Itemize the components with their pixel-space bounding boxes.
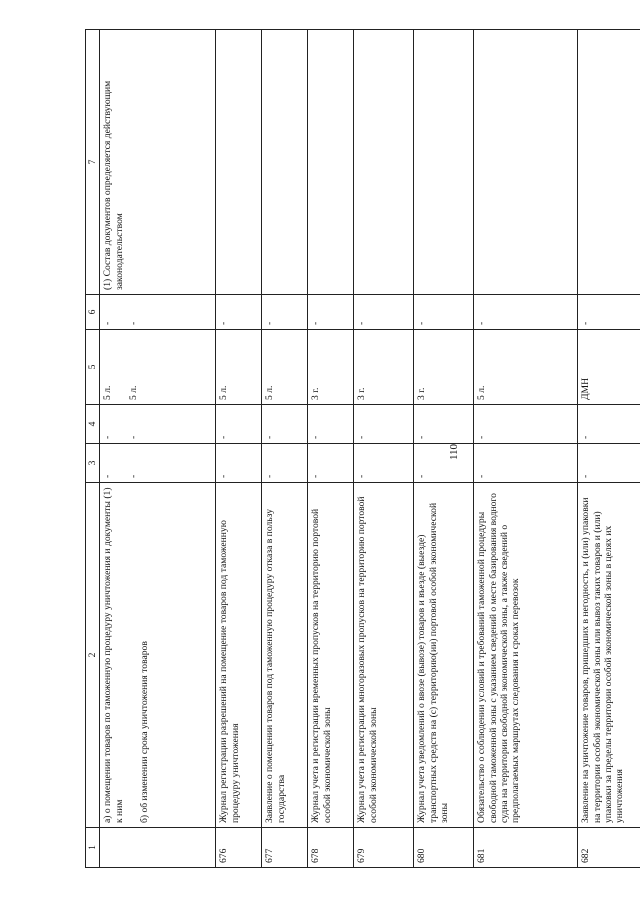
value-a: - (102, 435, 114, 439)
table-row (414, 30, 474, 868)
cell-col-4: - (216, 405, 262, 444)
cell-col-5: 3 г. (308, 330, 354, 405)
row-number: 680 (414, 828, 474, 868)
cell-col-6: - (308, 295, 354, 330)
cell-col-3: - (308, 444, 354, 483)
value-b: - (127, 474, 139, 478)
cell-col-4: - (474, 405, 578, 444)
header-col-4: 4 (86, 405, 100, 444)
cell-col-4 (100, 405, 216, 444)
header-col-1: 1 (86, 828, 100, 868)
cell-col-4: - (414, 405, 474, 444)
table-row (216, 30, 262, 868)
cell-note (578, 30, 640, 295)
table-row (100, 30, 216, 868)
cell-col-6: - (578, 295, 640, 330)
cell-note (474, 30, 578, 295)
row-description: Заявление на уничтожение товаров, пришедших в негодность, и (или) упаковки на территории особой экономической зоны или вывоз таких товаров и (или) упаковки за пределы территории особой экономической зоны в целях их уничтожения (578, 483, 640, 828)
cell-col-6: - (354, 295, 414, 330)
page-number: 110 (448, 443, 460, 461)
header-col-6: 6 (86, 295, 100, 330)
cell-col-4: - (262, 405, 308, 444)
row-description: Заявление о помещении товаров под таможенную процедуру отказа в пользу государства (262, 483, 308, 828)
cell-col-5: 5 л. (262, 330, 308, 405)
table-row (578, 30, 640, 868)
cell-col-5: ДМН (578, 330, 640, 405)
description-item-a: а) о помещении товаров по таможенную процедуру уничтожения и документы (1) к ним (102, 487, 125, 823)
cell-col-5: 5 л. (474, 330, 578, 405)
table-row (354, 30, 414, 868)
records-retention-table (85, 29, 640, 868)
row-description (100, 483, 216, 828)
description-item-b: б) об изменении срока уничтожения товаров (138, 641, 150, 823)
cell-note (308, 30, 354, 295)
row-description: Журнал учета и регистрации временных пропусков на территорию портовой особой экономической зоны (308, 483, 354, 828)
header-col-2: 2 (86, 483, 100, 828)
value-b: - (127, 435, 139, 439)
cell-note (216, 30, 262, 295)
row-number: 676 (216, 828, 262, 868)
row-number: 679 (354, 828, 414, 868)
cell-col-6 (100, 295, 216, 330)
cell-col-3: - (216, 444, 262, 483)
table-row (308, 30, 354, 868)
cell-col-6: - (474, 295, 578, 330)
table-row (262, 30, 308, 868)
cell-col-3: - (578, 444, 640, 483)
cell-note (354, 30, 414, 295)
cell-col-4: - (308, 405, 354, 444)
row-description: Журнал учета и регистрации многоразовых пропусков на территорию портовой особой экономической зоны (354, 483, 414, 828)
cell-col-5: 3 г. (354, 330, 414, 405)
cell-col-3: - (474, 444, 578, 483)
row-number: 681 (474, 828, 578, 868)
cell-note (414, 30, 474, 295)
row-description: Журнал учета уведомлений о ввозе (вывозе) товаров и въезде (выезде) транспортных средств на (с) территорию(ии) портовой особой экономической зоны (414, 483, 474, 828)
cell-col-3 (100, 444, 216, 483)
header-col-3: 3 (86, 444, 100, 483)
cell-col-3: - (354, 444, 414, 483)
cell-col-3: - (414, 444, 474, 483)
row-number: 677 (262, 828, 308, 868)
row-number: 682 (578, 828, 640, 868)
value-a: - (102, 474, 114, 478)
row-number (100, 828, 216, 868)
cell-col-5 (100, 330, 216, 405)
cell-col-5: 3 г. (414, 330, 474, 405)
cell-col-4: - (578, 405, 640, 444)
cell-note (262, 30, 308, 295)
cell-col-3: - (262, 444, 308, 483)
cell-col-6: - (216, 295, 262, 330)
cell-note: (1) Состав документов определяется действующим законодательством (100, 30, 216, 295)
value-a: - (102, 321, 114, 325)
table-row (474, 30, 578, 868)
row-number: 678 (308, 828, 354, 868)
row-description: Обязательство о соблюдении условий и требований таможенной процедуры свободной таможенной зоны с указанием сведений о месте базирования водного судна на территории свободной экономической зоны, а также сведений о предполагаемых маршрутах следования и сроках перевозок (474, 483, 578, 828)
header-col-7: 7 (86, 30, 100, 295)
cell-col-4: - (354, 405, 414, 444)
value-a: 5 л. (102, 385, 114, 400)
cell-col-6: - (262, 295, 308, 330)
row-description: Журнал регистрации разрешений на помещение товаров под таможенную процедуру уничтожения (216, 483, 262, 828)
cell-col-6: - (414, 295, 474, 330)
table-header-row (86, 30, 100, 868)
cell-col-5: 5 л. (216, 330, 262, 405)
header-col-5: 5 (86, 330, 100, 405)
value-b: 5 л. (127, 385, 139, 400)
value-b: - (127, 321, 139, 325)
